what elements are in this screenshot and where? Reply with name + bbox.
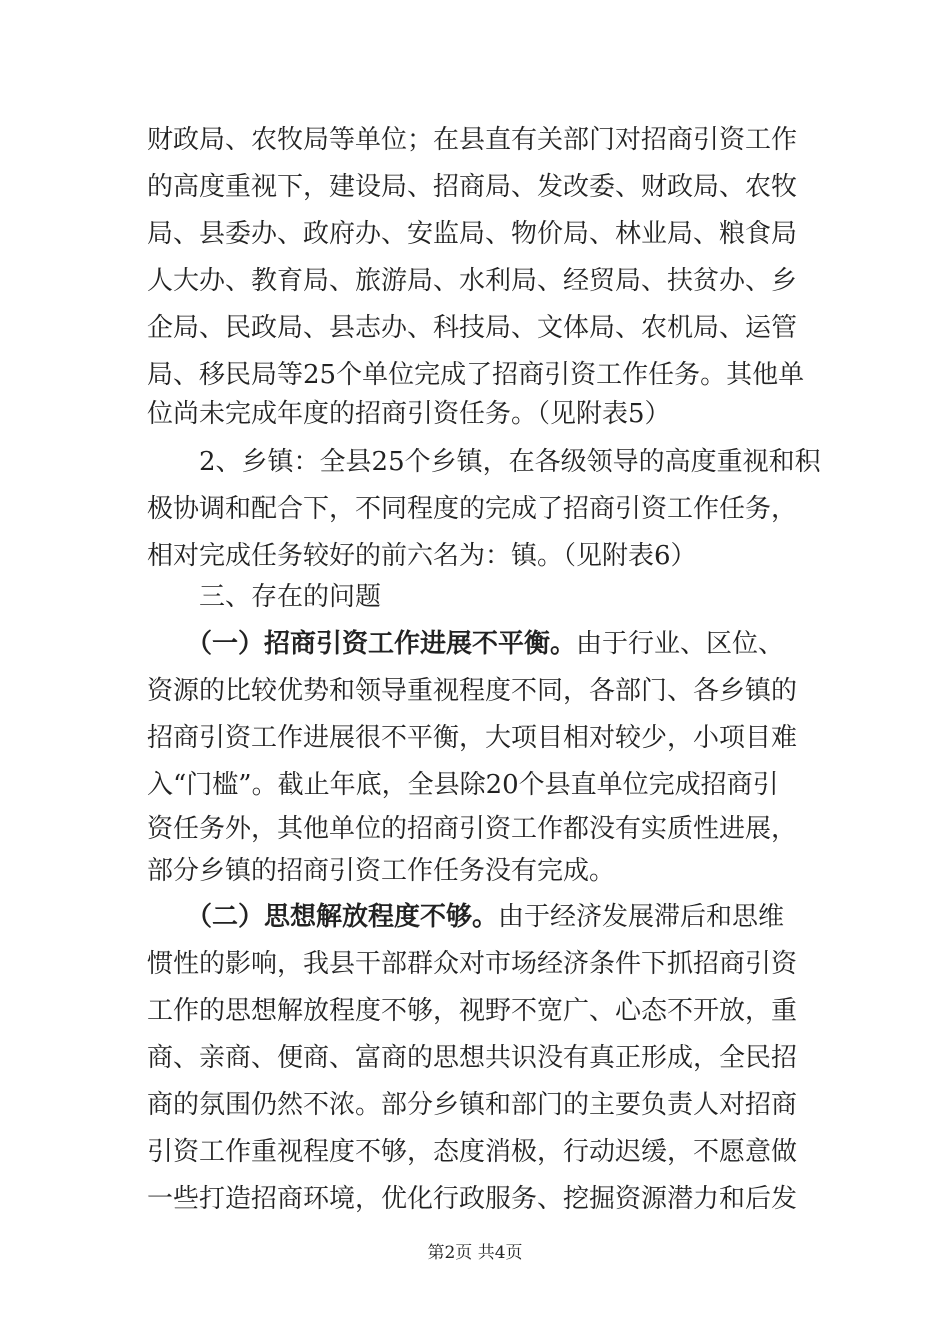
- body-line: 相对完成任务较好的前六名为：镇。（见附表6）: [147, 541, 697, 571]
- body-line: 商的氛围仍然不浓。部分乡镇和部门的主要负责人对招商: [147, 1090, 798, 1120]
- body-line: 惯性的影响，我县干部群众对市场经济条件下抓招商引资: [147, 949, 798, 979]
- body-line: 的高度重视下，建设局、招商局、发改委、财政局、农牧: [147, 172, 798, 202]
- body-line: 一些打造招商环境，优化行政服务、挖掘资源潜力和后发: [147, 1184, 798, 1214]
- page-number-footer: 第2页 共4页: [427, 1243, 523, 1263]
- section-heading: 三、存在的问题: [147, 582, 382, 612]
- body-line: 资源的比较优势和领导重视程度不同，各部门、各乡镇的: [147, 676, 798, 706]
- item-heading: （一）招商引资工作进展不平衡。: [147, 629, 577, 659]
- body-line: 招商引资工作进展很不平衡，大项目相对较少，小项目难: [147, 723, 798, 753]
- paragraph-text: 由于行业、区位、: [576, 629, 785, 659]
- body-line: 资任务外，其他单位的招商引资工作都没有实质性进展，: [147, 814, 798, 844]
- body-line: 极协调和配合下，不同程度的完成了招商引资工作任务，: [147, 494, 798, 524]
- body-line: 位尚未完成年度的招商引资任务。（见附表5）: [147, 399, 671, 429]
- body-line: 引资工作重视程度不够，态度消极，行动迟缓，不愿意做: [147, 1137, 798, 1167]
- body-line: 部分乡镇的招商引资工作任务没有完成。: [147, 856, 616, 886]
- paragraph-first-line: [147, 627, 827, 661]
- body-line: 商、亲商、便商、富商的思想共识没有真正形成，全民招: [147, 1043, 798, 1073]
- item-heading: （二）思想解放程度不够。: [147, 902, 499, 932]
- body-line: 局、县委办、政府办、安监局、物价局、林业局、粮食局: [147, 219, 798, 249]
- body-line: 局、移民局等25个单位完成了招商引资工作任务。其他单: [147, 360, 805, 390]
- body-line: 人大办、教育局、旅游局、水利局、经贸局、扶贫办、乡: [147, 266, 798, 296]
- body-line: 入“门槛”。截止年底，全县除20个县直单位完成招商引: [147, 770, 779, 800]
- body-line: 2、乡镇：全县25个乡镇，在各级领导的高度重视和积: [147, 447, 821, 477]
- paragraph-first-line: [147, 900, 827, 934]
- body-line: 财政局、农牧局等单位；在县直有关部门对招商引资工作: [147, 125, 798, 155]
- body-line: 企局、民政局、县志办、科技局、文体局、农机局、运管: [147, 313, 798, 343]
- paragraph-text: 由于经济发展滞后和思维: [498, 902, 785, 932]
- body-line: 工作的思想解放程度不够，视野不宽广、心态不开放，重: [147, 996, 798, 1026]
